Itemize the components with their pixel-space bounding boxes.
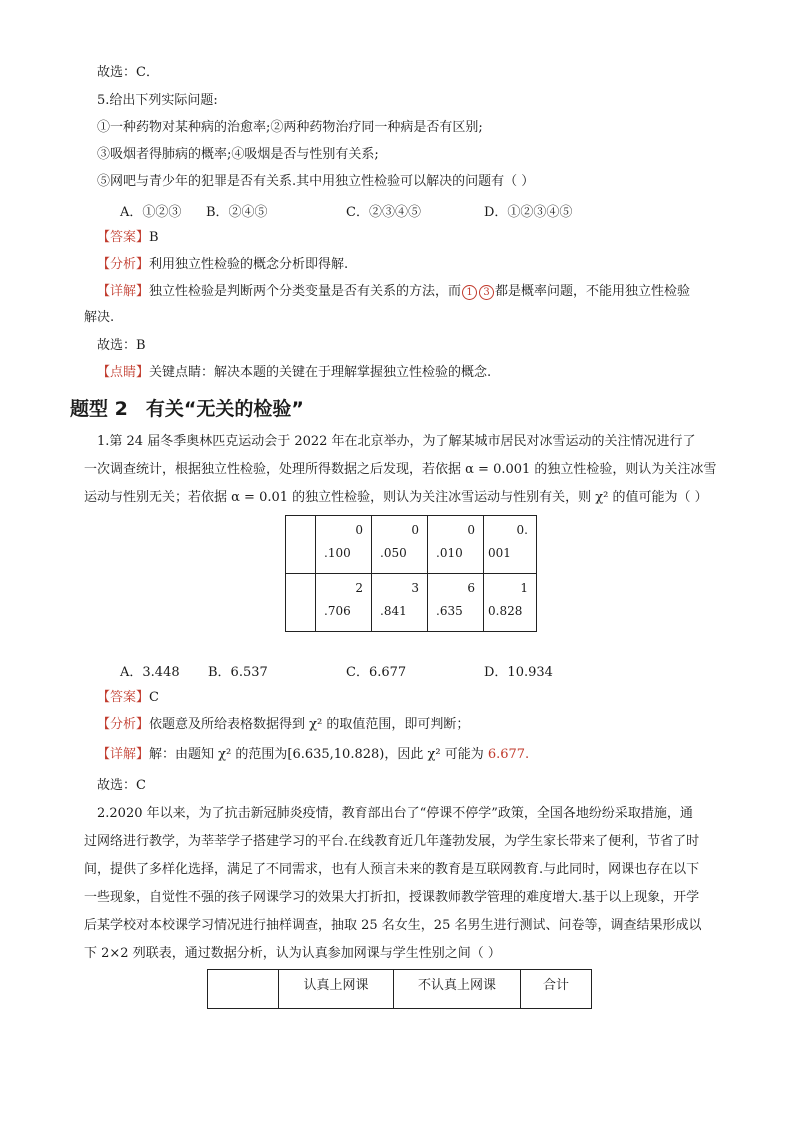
q5-option-a: A．①②③ — [120, 205, 182, 220]
q1-detail — [97, 746, 529, 764]
answer-line: 故选：C． — [97, 65, 159, 80]
point-text: 关键点睛：解决本题的关键在于理解掌握独立性检验的概念. — [149, 365, 492, 380]
q5-analysis — [97, 256, 348, 274]
table-header-cell: 认真上网课 — [279, 970, 394, 1009]
circled-three: 3 — [479, 285, 494, 300]
q1-line-2: 一次调查统计，根据独立性检验，处理所得数据之后发现，若依据 α = 0.001 的独立性检验，则认为关注冰雪 — [84, 462, 717, 477]
table-cell: 0 .100 — [316, 516, 372, 574]
q1-option-a: A．3.448 — [120, 665, 180, 680]
table-cell: 0. 001 — [484, 516, 537, 574]
contingency-table — [207, 969, 592, 1009]
q5-stem: 5.给出下列实际问题: — [97, 93, 218, 108]
q1-final: 故选：C — [97, 778, 146, 793]
q5-detail-cont: 解决. — [84, 310, 115, 325]
analysis-text: 依题意及所给表格数据得到 χ² 的取值范围，即可判断； — [149, 717, 470, 732]
detail-text-1: 独立性检验是判断两个分类变量是否有关系的方法，而 — [149, 284, 462, 299]
q2-line-6: 下 2×2 列联表，通过数据分析，认为认真参加网课与学生性别之间（ ） — [84, 946, 501, 961]
q5-line-3: ⑤网吧与青少年的犯罪是否有关系.其中用独立性检验可以解决的问题有（ ） — [97, 174, 535, 189]
q2-line-2: 过网络进行教学，为莘莘学子搭建学习的平台.在线教育近几年蓬勃发展，为学生家长带来了便利，节省了时 — [84, 834, 700, 849]
q5-option-b: B．②④⑤ — [206, 205, 268, 220]
answer-value: C — [149, 690, 159, 705]
critical-value-table — [285, 515, 537, 632]
answer-tag: 【答案】 — [97, 230, 150, 245]
q5-detail — [97, 283, 690, 301]
q1-line-1: 1.第 24 届冬季奥林匹克运动会于 2022 年在北京举办，为了解某城市居民对冰雪运动的关注情况进行了 — [97, 434, 696, 449]
table-cell: 0 .010 — [428, 516, 484, 574]
table-header-cell: 不认真上网课 — [394, 970, 521, 1009]
q1-line-3: 运动与性别无关；若依据 α = 0.01 的独立性检验，则认为关注冰雪运动与性别有关，则 χ² 的值可能为（ ） — [84, 490, 708, 505]
section-heading — [70, 394, 304, 421]
section-title: 有关“无关的检验” — [145, 398, 304, 420]
table-cell: 0 .050 — [372, 516, 428, 574]
table-cell: 1 0.828 — [484, 574, 537, 632]
table-header-cell: 合计 — [521, 970, 592, 1009]
point-tag: 【点睛】 — [97, 365, 150, 380]
analysis-text: 利用独立性检验的概念分析即得解. — [149, 257, 349, 272]
table-header-cell — [208, 970, 279, 1009]
detail-text: 解：由题知 χ² 的范围为[6.635,10.828)，因此 χ² 可能为 — [149, 747, 484, 762]
section-label: 题型 2 — [70, 398, 128, 420]
q1-answer — [97, 689, 159, 707]
detail-tag: 【详解】 — [97, 747, 150, 762]
q2-line-1: 2.2020 年以来，为了抗击新冠肺炎疫情，教育部出台了“停课不停学”政策，全国各地纷纷采取措施，通 — [97, 806, 693, 821]
detail-tag: 【详解】 — [97, 284, 150, 299]
table-row — [286, 574, 537, 632]
answer-value: B — [149, 230, 159, 245]
q5-final: 故选：B — [97, 338, 146, 353]
analysis-tag: 【分析】 — [97, 257, 150, 272]
q1-option-b: B．6.537 — [208, 665, 268, 680]
answer-tag: 【答案】 — [97, 690, 150, 705]
table-row — [208, 970, 592, 1009]
q5-option-d: D．①②③④⑤ — [484, 205, 573, 220]
table-cell: 2 .706 — [316, 574, 372, 632]
q5-option-c: C．②③④⑤ — [346, 205, 421, 220]
q5-line-2: ③吸烟者得肺病的概率;④吸烟是否与性别有关系; — [97, 147, 379, 162]
table-cell: 3 .841 — [372, 574, 428, 632]
detail-value: 6.677. — [487, 747, 530, 762]
q1-option-d: D．10.934 — [484, 665, 553, 680]
analysis-tag: 【分析】 — [97, 717, 150, 732]
table-row — [286, 516, 537, 574]
q1-option-c: C．6.677 — [346, 665, 407, 680]
q2-line-4: 一些现象，自觉性不强的孩子网课学习的效果大打折扣，授课教师教学管理的难度增大.基于以上现象，开学 — [84, 890, 700, 905]
q5-point — [97, 364, 491, 382]
table-cell: 6 .635 — [428, 574, 484, 632]
q2-line-3: 间，提供了多样化选择，满足了不同需求，也有人预言未来的教育是互联网教育.与此同时，网课也存在以下 — [84, 862, 700, 877]
q5-answer — [97, 229, 159, 247]
circled-one: 1 — [462, 285, 477, 300]
q1-analysis — [97, 716, 469, 734]
q2-line-5: 后某学校对本校课学习情况进行抽样调查，抽取 25 名女生，25 名男生进行测试、问卷等，调查结果形成以 — [84, 918, 702, 933]
detail-text-2: 都是概率问题，不能用独立性检验 — [495, 284, 691, 299]
q5-line-1: ①一种药物对某种病的治愈率;②两种药物治疗同一种病是否有区别; — [97, 120, 483, 135]
